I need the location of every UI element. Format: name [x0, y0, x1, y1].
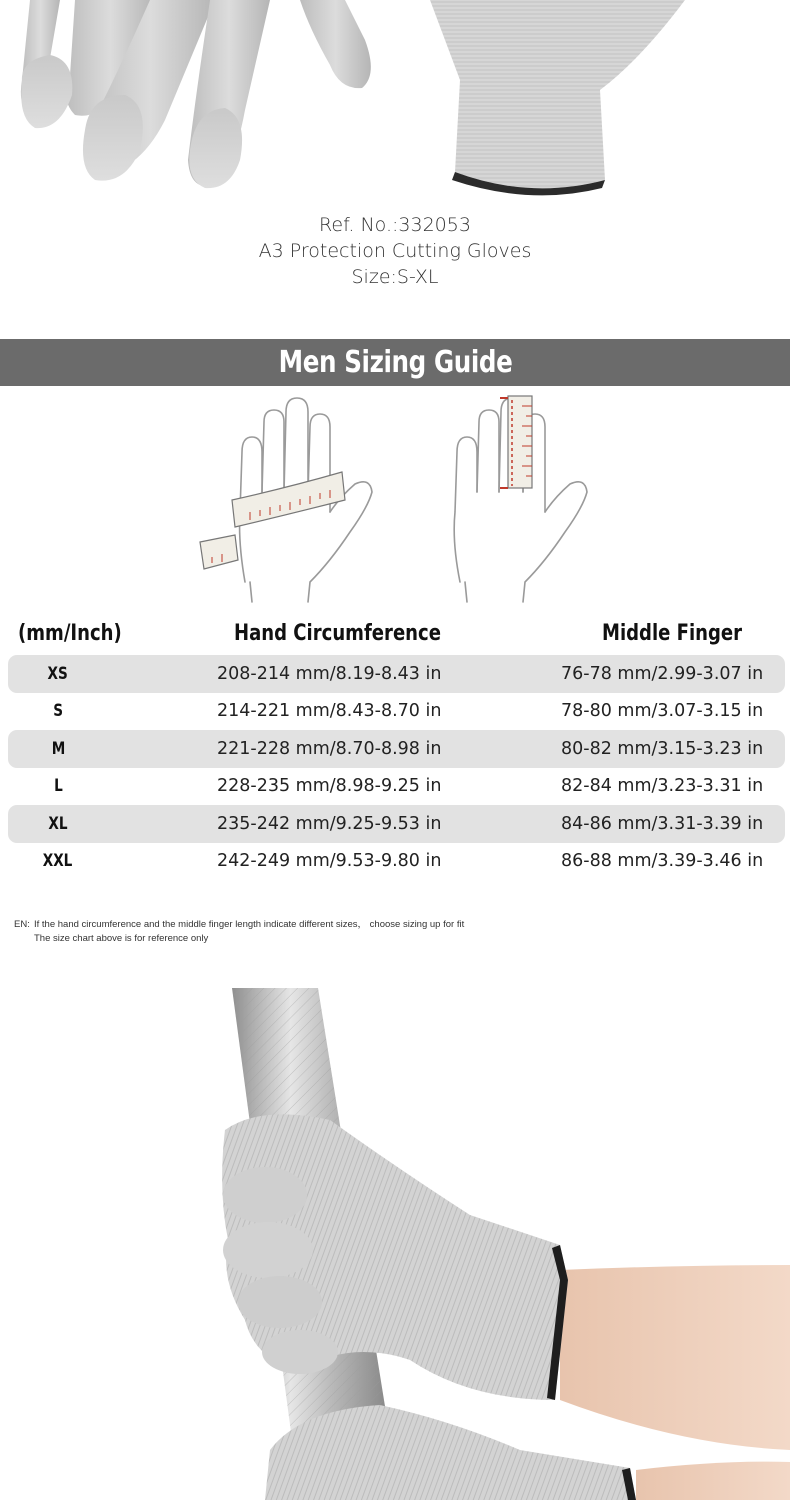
note-line-2: The size chart above is for reference only: [34, 933, 209, 944]
sizing-guide-banner: [0, 339, 790, 386]
product-name: A3 Protection Cutting Gloves: [258, 240, 532, 262]
hand-circumference-value: 221-228 mm/8.70-8.98 in: [217, 738, 442, 759]
table-row: [8, 730, 785, 768]
glove-image-top: [0, 0, 790, 205]
size-label: S: [53, 701, 63, 722]
sizing-note: [14, 918, 464, 946]
product-size-range: Size:S-XL: [351, 266, 439, 288]
table-row: [8, 768, 785, 806]
column-header-unit: (mm/Inch): [18, 621, 122, 646]
hand-circumference-value: 214-221 mm/8.43-8.70 in: [217, 701, 442, 722]
table-header: [8, 617, 785, 655]
hand-circumference-value: 242-249 mm/9.53-9.80 in: [217, 851, 442, 872]
sizing-guide-title: Men Sizing Guide: [278, 345, 512, 380]
size-chart-table: [8, 617, 785, 872]
middle-finger-value: 80-82 mm/3.15-3.23 in: [561, 738, 764, 759]
size-label: XXL: [43, 851, 73, 872]
table-row: [8, 805, 785, 843]
size-label: M: [51, 738, 65, 759]
middle-finger-value: 76-78 mm/2.99-3.07 in: [561, 663, 764, 684]
middle-finger-value: 86-88 mm/3.39-3.46 in: [561, 851, 764, 872]
product-caption: [0, 212, 790, 290]
column-header-middle-finger: Middle Finger: [602, 621, 743, 646]
size-label: XS: [47, 663, 69, 684]
reference-number: Ref. No.:332053: [319, 214, 471, 236]
table-row: [8, 655, 785, 693]
note-language-tag: EN:: [14, 919, 30, 930]
glove-grip-image: [0, 980, 790, 1500]
middle-finger-value: 84-86 mm/3.31-3.39 in: [561, 813, 764, 834]
hand-circumference-value: 235-242 mm/9.25-9.53 in: [217, 813, 442, 834]
note-line-1: If the hand circumference and the middle finger length indicate different sizes， choose sizing up for fit: [34, 919, 465, 930]
table-row: [8, 843, 785, 881]
size-label: XL: [48, 813, 68, 834]
hand-circumference-value: 208-214 mm/8.19-8.43 in: [217, 663, 442, 684]
ruler-middle-finger: [500, 396, 532, 488]
hand-circumference-value: 228-235 mm/8.98-9.25 in: [217, 776, 442, 797]
hand-measurement-illustration: [190, 392, 600, 607]
middle-finger-value: 78-80 mm/3.07-3.15 in: [561, 701, 764, 722]
product-photo-top: [0, 0, 790, 205]
measuring-tape-palm: [200, 472, 345, 569]
product-photo-bottom: [0, 980, 790, 1500]
column-header-hand-circumference: Hand Circumference: [234, 621, 441, 646]
size-label: L: [53, 776, 63, 797]
middle-finger-value: 82-84 mm/3.23-3.31 in: [561, 776, 764, 797]
table-row: [8, 693, 785, 731]
